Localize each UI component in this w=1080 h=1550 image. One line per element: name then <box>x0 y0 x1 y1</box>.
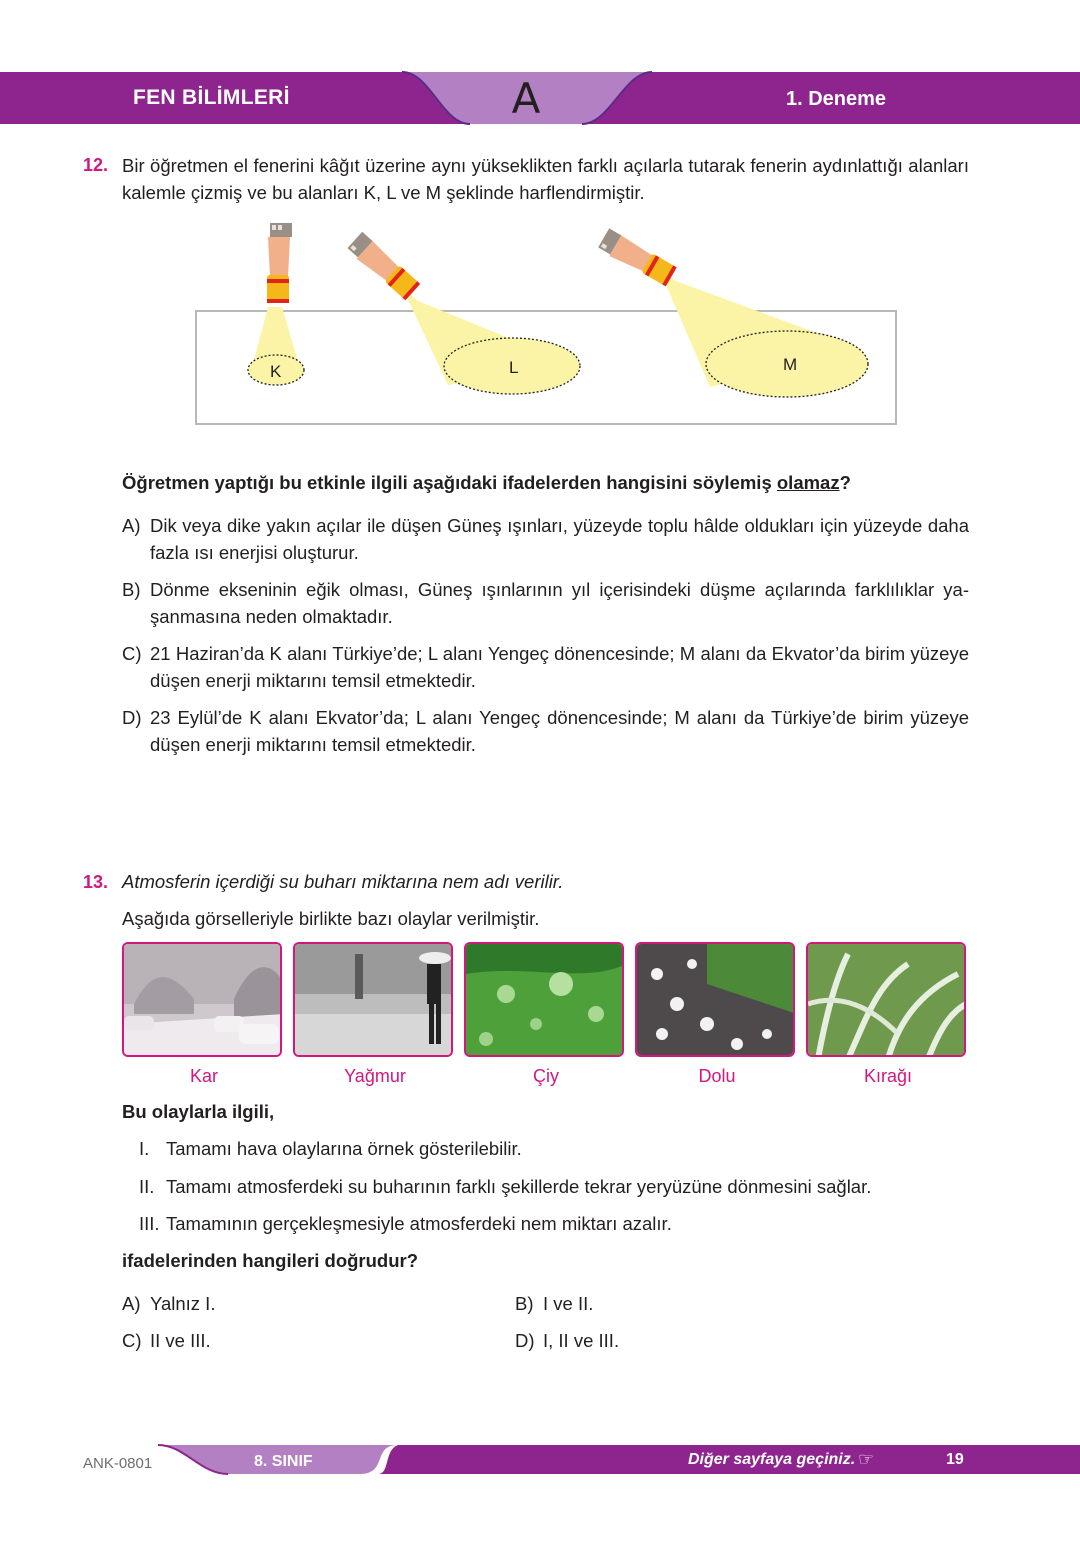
caption-dolu: Dolu <box>698 1066 736 1086</box>
answer-c[interactable]: C) II ve III. <box>122 1330 211 1351</box>
answer-d[interactable]: D) I, II ve III. <box>515 1330 620 1351</box>
area-label-m: M <box>783 355 798 374</box>
flashlight-figure <box>190 215 910 430</box>
area-label-l: L <box>509 358 519 377</box>
statement-3: III. Tamamının gerçekleşmesiyle atmosferdeki nem miktarı azalır. <box>139 1213 672 1234</box>
photo-dew <box>464 942 624 1057</box>
question-13-intro: Atmosferin içerdiği su buharı miktarına nem adı verilir. <box>122 871 564 892</box>
answer-a[interactable]: A) Yalnız I. <box>122 1293 216 1314</box>
grade-label: 8. SINIF <box>254 1453 313 1470</box>
caption-kiragi: Kırağı <box>863 1066 913 1086</box>
question-12-prompt: Öğretmen yaptığı bu etkinle ilgili aşağıdaki ifadelerden hangisini söylemiş olamaz? <box>122 472 851 493</box>
question-13-stem: Bu olaylarla ilgili, <box>122 1101 275 1122</box>
option-a[interactable]: A) Dik veya dike yakın açılar ile düşen Güneş ışınları, yüzeyde toplu hâlde oldukları için yüzeyde daha fazla ısı enerjisi oluşturur. <box>122 515 969 563</box>
caption-yagmur: Yağmur <box>344 1066 406 1086</box>
exam-title: 1. Deneme <box>786 88 887 110</box>
question-12-text: Bir öğretmen el fenerini kâğıt üzerine aynı yükseklikten farklı açılarla tutarak fenerin aydınlattığı alanları kalemle çizmiş ve bu alanları K, L ve M şeklinde harflendirmiştir. <box>122 155 969 203</box>
question-12-number: 12. <box>83 155 109 175</box>
option-c[interactable]: C) 21 Haziran’da K alanı Türkiye’de; L alanı Yengeç dönencesinde; M alanı da Ekvator’da birim yüzeye düşen enerji miktarını temsil etmektedir. <box>122 643 969 691</box>
subject-title: FEN BİLİMLERİ <box>133 86 290 109</box>
flashlight-vertical-icon <box>267 223 292 303</box>
option-d[interactable]: D) 23 Eylül’de K alanı Ekvator’da; L alanı Yengeç dönencesinde; M alanı da Türkiye’de birim yüzeye düşen enerji miktarını temsil etmektedir. <box>122 707 969 755</box>
question-13-prompt: ifadelerinden hangileri doğrudur? <box>122 1250 419 1271</box>
photo-hail <box>635 942 795 1057</box>
question-13-lead: Aşağıda görselleriyle birlikte bazı olaylar verilmiştir. <box>122 908 540 929</box>
option-b[interactable]: B) Dönme ekseninin eğik olması, Güneş ışınlarının yıl içerisindeki düşme açılarında farklılıklar ya-şanmasına neden olmaktadır. <box>122 579 969 627</box>
negative-emphasis: olamaz <box>776 472 840 493</box>
booklet-code: ANK-0801 <box>83 1455 153 1472</box>
flashlight-tilted-icon <box>346 232 420 302</box>
photo-rain <box>293 942 453 1057</box>
photo-snow <box>122 942 282 1057</box>
page-number: 19 <box>946 1451 964 1468</box>
area-label-k: K <box>270 362 282 381</box>
next-page-text: Diğer sayfaya geçiniz. <box>688 1451 856 1468</box>
pointing-hand-icon: ☞ <box>858 1449 875 1470</box>
footer-banner <box>0 1440 1080 1480</box>
booklet-letter: A <box>511 74 541 123</box>
caption-kar: Kar <box>189 1066 218 1086</box>
statement-1: I. Tamamı hava olaylarına örnek gösterilebilir. <box>139 1138 522 1159</box>
statement-2: II. Tamamı atmosferdeki su buharının farklı şekillerde tekrar yeryüzüne dönmesini sağlar. <box>139 1176 872 1197</box>
photo-frost <box>806 942 966 1057</box>
caption-ciy: Çiy <box>533 1066 559 1086</box>
answer-b[interactable]: B) I ve II. <box>515 1293 594 1314</box>
flashlight-oblique-icon <box>597 228 677 288</box>
question-13-number: 13. <box>83 872 109 892</box>
